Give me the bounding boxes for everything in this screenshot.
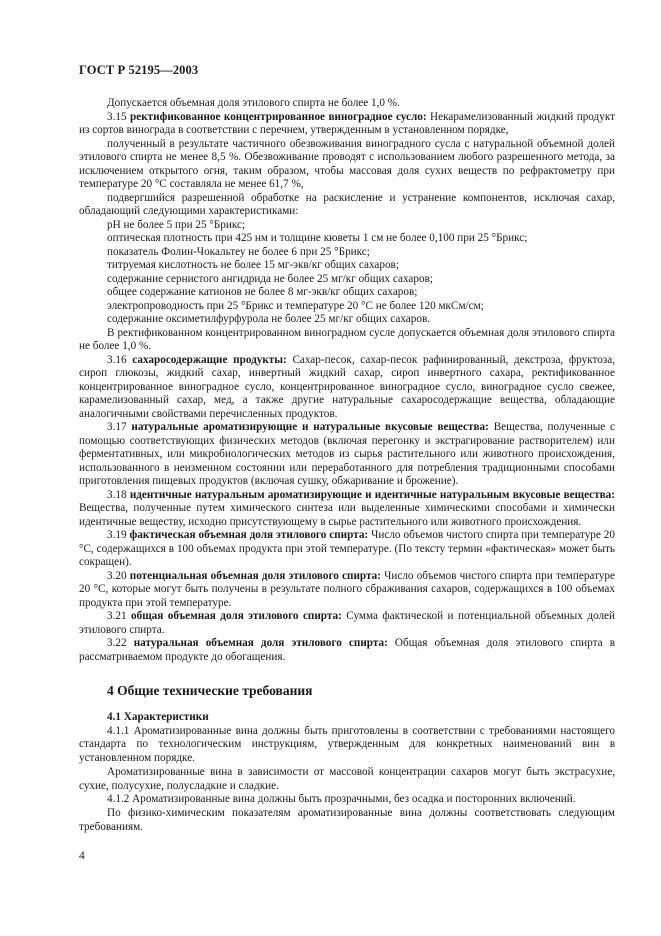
definition-3-16: 3.16 сахаросодержащие продукты: Сахар-песок, сахар-песок рафинированный, декстроза, фруктоза, сироп глюкозы, жидкий сахар, инвертный жидкий сахар, сироп инвертного сахара, ректификованное концентрированное виноградное сусло, концентрированное виноградное сусло, виноградное сусло свежее, карамелизованный сахар, мед, а также другие натуральные сахаросодержащие вещества, обладающие аналогичными свойствами перечисленных продуктов. bbox=[79, 353, 615, 420]
subsection-4-1-title: 4.1 Характеристики bbox=[107, 711, 209, 723]
characteristic-item: оптическая плотность при 425 нм и толщине кюветы 1 см не более 0,100 при 25 °Брикс; bbox=[107, 232, 528, 244]
page-number: 4 bbox=[79, 850, 85, 862]
definition-term: натуральная объемная доля этилового спирта: bbox=[133, 637, 388, 649]
section-4-body bbox=[79, 711, 615, 834]
definition-3-15-para2: полученный в результате частичного обезвоживания виноградного сусла с натуральной объемной долей этилового спирта не менее 8,5 %. Обезвоживание проводят с использованием любого разрешенного метода, за исключением открытого огня, таким образом, чтобы массовая доля сухих веществ по рефрактометру при температуре 20 °С составляла не менее 61,7 %, bbox=[79, 137, 615, 190]
definition-term: фактическая объемная доля этилового спирта: bbox=[129, 529, 369, 541]
definitions-block bbox=[79, 97, 615, 664]
definition-3-15-para3: подвергшийся разрешенной обработке на раскисление и устранение компонентов, исключая сахар, обладающий следующими характеристиками: bbox=[79, 191, 615, 217]
characteristic-item: pH не более 5 при 25 °Брикс; bbox=[107, 218, 246, 231]
characteristic-item: общее содержание катионов не более 8 мг-экв/кг общих сахаров; bbox=[107, 286, 418, 298]
characteristic-item: содержание сернистого ангидрида не более 25 мг/кг общих сахаров; bbox=[107, 272, 433, 285]
clause-4-1-2: 4.1.2 Ароматизированные вина должны быть прозрачными, без осадка и посторонних включений. bbox=[107, 793, 576, 806]
definition-term: ректификованное концентрированное виноградное сусло: bbox=[130, 110, 427, 123]
definition-3-15-closing: В ректификованном концентрированном виноградном сусле допускается объемная доля этилового спирта не более 1,0 %. bbox=[79, 326, 615, 352]
definition-3-20: 3.20 потенциальная объемная доля этилового спирта: Число объемов чистого спирта при температуре 20 °С, которые могут быть получены в результате полного сбраживания сахаров, содержащихся в 100 объемах продукта при этой температуре. bbox=[79, 569, 615, 609]
wine-types-paragraph: Ароматизированные вина в зависимости от массовой концентрации сахаров могут быть экстрасухие, сухие, полусухие, полусладкие и сладкие. bbox=[79, 765, 615, 792]
characteristic-item: показатель Фолин-Чокальтеу не более 6 при 25 °Брикс; bbox=[107, 245, 370, 258]
definition-3-22: 3.22 натуральная объемная доля этилового спирта: Общая объемная доля этилового спирта в рассматриваемом продукте до обогащения. bbox=[79, 637, 616, 663]
characteristic-item: титруемая кислотность не более 15 мг-экв/кг общих сахаров; bbox=[107, 259, 399, 271]
document-header: ГОСТ Р 52195—2003 bbox=[79, 63, 199, 77]
definition-3-21: 3.21 общая объемная доля этилового спирта: Сумма фактической и потенциальной объемных долей этилового спирта. bbox=[79, 610, 616, 636]
intro-line: Допускается объемная доля этилового спирта не более 1,0 %. bbox=[107, 97, 400, 109]
characteristic-item: электропроводность при 25 °Брикс и температуре 20 °С не более 120 мкСм/см; bbox=[107, 299, 484, 312]
definition-3-19: 3.19 фактическая объемная доля этилового спирта: Число объемов чистого спирта при температуре 20 °С, содержащихся в 100 объемах продукта при этой температуре. (По тексту термин «фактическая» может быть сокращен). bbox=[79, 529, 615, 568]
definition-term: сахаросодержащие продукты: bbox=[132, 353, 287, 366]
clause-4-1-1: 4.1.1 Ароматизированные вина должны быть приготовлены в соответствии с требованиями настоящего стандарта по технологическим инструкциям, утвержденным для конкретных наименований вин в установленном порядке. bbox=[79, 724, 615, 765]
definition-3-18: 3.18 идентичные натуральным ароматизирующие и идентичные натуральным вкусовые вещества: Вещества, полученные путем химического синтеза или выделенные химическими способами и химически идентичные веществу, исходно присутствующему в сырье растительного или животного происхождения. bbox=[79, 488, 615, 528]
section-4-title: 4 Общие технические требования bbox=[107, 683, 313, 698]
characteristic-item: содержание оксиметилфурфурола не более 25 мг/кг общих сахаров. bbox=[107, 313, 431, 325]
definition-term: натуральные ароматизирующие и натуральные вкусовые вещества: bbox=[131, 421, 489, 433]
definition-term: идентичные натуральным ароматизирующие и идентичные натуральным вкусовые вещества: bbox=[129, 488, 615, 501]
physchem-paragraph: По физико-химическим показателям ароматизированные вина должны соответствовать следующим требованиям. bbox=[79, 806, 615, 833]
definition-term: общая объемная доля этилового спирта: bbox=[131, 610, 342, 622]
definition-3-15: 3.15 ректификованное концентрированное виноградное сусло: Некарамелизованный жидкий продукт из сортов винограда в соответствии с перечнем, утвержденным в установленном порядке, bbox=[79, 110, 616, 136]
definition-term: потенциальная объемная доля этилового спирта: bbox=[129, 569, 381, 582]
definition-3-17: 3.17 натуральные ароматизирующие и натуральные вкусовые вещества: Вещества, полученные с помощью соответствующих физических методов (включая перегонку и экстрагирование растворителем) или ферментативных, или микробиологических методов из сырья растительного или животного происхождения, использованного в неизменном состоянии или переработанного для потребления традиционными способами приготовления пищевых продуктов (включая сушку, обжаривание и брожение). bbox=[79, 421, 616, 487]
